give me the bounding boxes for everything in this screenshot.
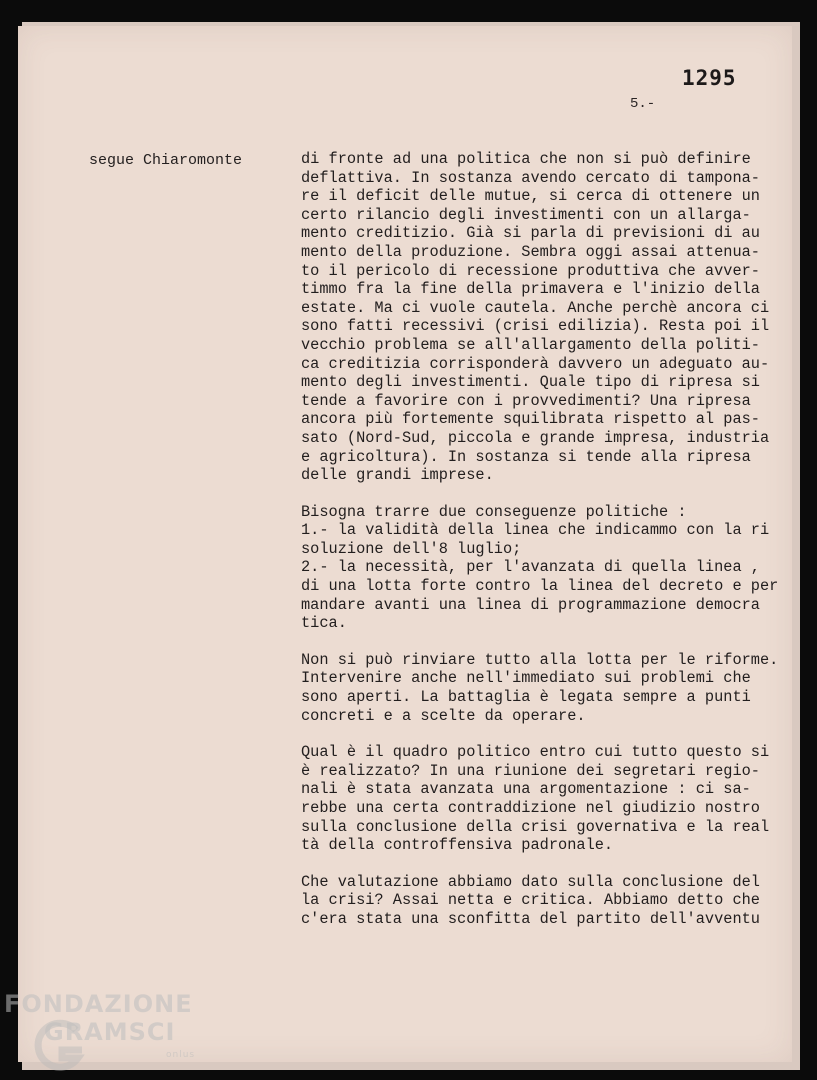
text-line: rebbe una certa contraddizione nel giudizio nostro xyxy=(301,799,760,817)
text-line: tica. xyxy=(301,614,347,633)
text-line: c'era stata una sconfitta del partito dell'avventu xyxy=(301,909,760,928)
document-body xyxy=(301,150,811,929)
text-line: ancora più fortemente squilibrata rispetto al pas- xyxy=(301,410,760,429)
paragraph-gap xyxy=(301,855,811,873)
text-line: mento degli investimenti. Quale tipo di ripresa si xyxy=(301,373,760,392)
text-line: sono fatti recessivi (crisi edilizia). Resta poi il xyxy=(301,317,770,336)
text-line: è realizzato? In una riunione dei segretari regio- xyxy=(301,761,760,780)
text-line: di una lotta forte contro la linea del decreto e per xyxy=(301,577,779,596)
text-line: mento creditizio. Già si parla di previsioni di au xyxy=(301,224,760,243)
text-line: mento della produzione. Sembra oggi assai attenua- xyxy=(301,242,760,261)
watermark-line2: GRAMSCI xyxy=(44,1018,176,1046)
paragraph-gap xyxy=(301,725,811,743)
text-line: deflattiva. In sostanza avendo cercato di tampona- xyxy=(301,168,760,187)
text-line: la crisi? Assai netta e critica. Abbiamo detto che xyxy=(301,891,760,910)
text-line: soluzione dell'8 luglio; xyxy=(301,539,522,558)
text-line: delle grandi imprese. xyxy=(301,466,494,485)
text-line: concreti e a scelte da operare. xyxy=(301,706,586,725)
text-line: Intervenire anche nell'immediato sui problemi che xyxy=(301,669,751,688)
text-line: vecchio problema se all'allargamento della politi- xyxy=(301,335,760,354)
text-line: sato (Nord-Sud, piccola e grande impresa, industria xyxy=(301,428,770,447)
text-line: Che valutazione abbiamo dato sulla conclusione del xyxy=(301,872,760,891)
text-line: tà della controffensiva padronale. xyxy=(301,836,614,855)
text-line: e agricoltura). In sostanza si tende alla ripresa xyxy=(301,447,751,466)
page-number: 5.- xyxy=(630,96,656,112)
text-line: Bisogna trarre due conseguenze politiche : xyxy=(301,502,687,521)
text-line: certo rilancio degli investimenti con un allarga- xyxy=(301,205,751,224)
watermark xyxy=(4,990,196,1060)
text-line: to il pericolo di recessione produttiva che avver- xyxy=(301,261,760,280)
text-line: 2.- la necessità, per l'avanzata di quella linea , xyxy=(301,558,760,577)
watermark-line1: FONDAZIONE xyxy=(4,990,193,1018)
paragraph-gap xyxy=(301,633,811,651)
text-line: sono aperti. La battaglia è legata sempre a punti xyxy=(301,688,751,707)
text-line: 1.- la validità della linea che indicammo con la ri xyxy=(301,521,770,540)
watermark-line3: onlus xyxy=(166,1050,196,1060)
text-line: di fronte ad una politica che non si può definire xyxy=(301,150,751,168)
text-line: re il deficit delle mutue, si cerca di ottenere un xyxy=(301,187,760,206)
archive-stamp-number: 1295 xyxy=(682,66,737,90)
speaker-label: segue Chiaromonte xyxy=(89,152,243,169)
text-line: tende a favorire con i provvedimenti? Una ripresa xyxy=(301,391,751,410)
text-line: estate. Ma ci vuole cautela. Anche perchè ancora ci xyxy=(301,298,770,317)
text-line: timmo fra la fine della primavera e l'inizio della xyxy=(301,280,760,299)
text-line: sulla conclusione della crisi governativa e la real xyxy=(301,817,770,836)
text-line: mandare avanti una linea di programmazione democra xyxy=(301,595,760,614)
text-line: ca creditizia corrisponderà davvero un adeguato au- xyxy=(301,354,770,373)
text-line: Qual è il quadro politico entro cui tutto questo si xyxy=(301,743,770,762)
paragraph-gap xyxy=(301,485,811,503)
text-line: Non si può rinviare tutto alla lotta per le riforme. xyxy=(301,650,779,669)
text-line: nali è stata avanzata una argomentazione : ci sa- xyxy=(301,780,751,799)
